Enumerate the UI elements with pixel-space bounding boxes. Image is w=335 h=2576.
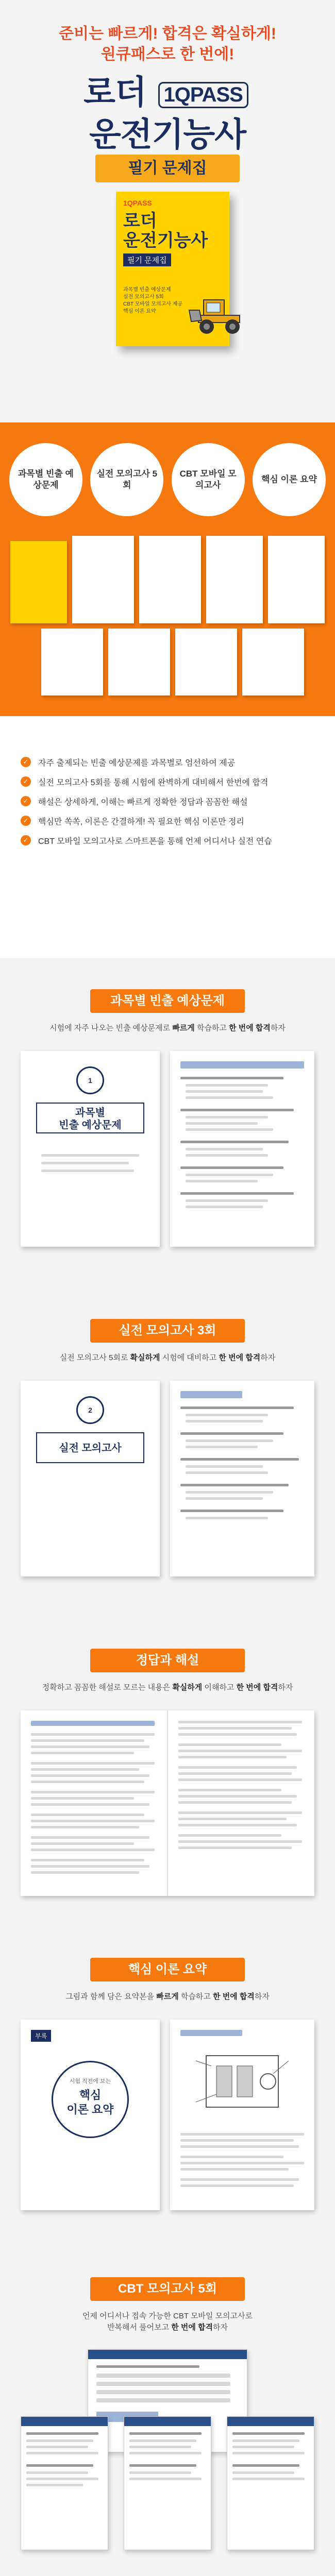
book-brand: 1QPASS bbox=[123, 199, 152, 207]
desc-bold: 한 번에 합격 bbox=[236, 1683, 278, 1692]
desc-bold: 확실하게 bbox=[172, 1683, 203, 1692]
desc-text: 하자 bbox=[270, 1024, 286, 1032]
appendix-cover-page bbox=[21, 2020, 160, 2210]
book-subtitle: 필기 문제집 bbox=[123, 253, 171, 266]
feature-list bbox=[0, 716, 335, 958]
desc-text: 하자 bbox=[213, 2323, 228, 2332]
section-title: 핵심 이론 요약 bbox=[90, 1958, 245, 1981]
exam-page bbox=[170, 1381, 314, 1577]
chapter-number: 1 bbox=[76, 1066, 104, 1094]
section-description bbox=[0, 1022, 335, 1033]
chapter-number: 2 bbox=[76, 1396, 104, 1424]
book-spread-preview bbox=[10, 531, 325, 701]
hero-subtitle: 필기 문제집 bbox=[95, 155, 240, 182]
engine-diagram bbox=[191, 2045, 294, 2123]
hero-title-word: 로더 bbox=[83, 74, 146, 111]
desc-bold: 한 번에 합격 bbox=[219, 1353, 261, 1362]
page-thumb bbox=[108, 629, 170, 696]
section-description bbox=[0, 1682, 335, 1692]
desc-text: 실전 모의고사 5회로 bbox=[59, 1353, 130, 1362]
appendix-title: 핵심 이론 요약 bbox=[66, 2089, 114, 2116]
desc-text: 학습하고 bbox=[178, 1992, 213, 2001]
section-description-2 bbox=[0, 2321, 335, 2332]
book-points bbox=[123, 286, 182, 315]
desc-text: 학습하고 bbox=[194, 1024, 229, 1032]
section-description bbox=[0, 1991, 335, 2002]
feature-circle: CBT 모바일 모의고사 bbox=[172, 443, 245, 516]
feature-item bbox=[21, 752, 314, 772]
appendix-subtitle: 시험 직전에 보는 bbox=[69, 2078, 111, 2084]
appendix-tag: 부록 bbox=[31, 2030, 51, 2042]
section-description bbox=[0, 1352, 335, 1363]
book-title: 로더 운전기능사 bbox=[123, 211, 208, 250]
section-answers bbox=[0, 1618, 335, 1927]
desc-bold: 한 번에 합격 bbox=[229, 1024, 271, 1032]
desc-text: 정확하고 꼼꼼한 해설로 모르는 내용은 bbox=[42, 1683, 173, 1692]
feature-item bbox=[21, 811, 314, 831]
section-title: 실전 모의고사 3회 bbox=[90, 1319, 245, 1343]
desc-text: 하자 bbox=[278, 1683, 293, 1692]
desc-bold: 빠르게 bbox=[156, 1992, 179, 2001]
desc-bold: 빠르게 bbox=[172, 1024, 195, 1032]
feature-text: 실전 모의고사 5회를 통해 시험에 완벽하게 대비해서 한번에 합격 bbox=[38, 778, 269, 787]
page-thumb bbox=[175, 629, 237, 696]
feature-band bbox=[0, 422, 335, 716]
section-practice-questions bbox=[0, 958, 335, 1288]
feature-item bbox=[21, 831, 314, 850]
section-title: 과목별 빈출 예상문제 bbox=[90, 989, 245, 1013]
feature-circles bbox=[9, 443, 326, 516]
hero-section bbox=[0, 0, 335, 422]
feature-text: 자주 출제되는 빈출 예상문제를 과목별로 엄선하여 제공 bbox=[38, 758, 236, 768]
section-cbt bbox=[0, 2246, 335, 2576]
desc-bold: 한 번에 합격 bbox=[213, 1992, 255, 2001]
chapter-cover-page bbox=[21, 1381, 160, 1577]
answer-spread bbox=[21, 1710, 314, 1896]
book-point: 실전 모의고사 5회 bbox=[123, 294, 164, 300]
chapter-cover-page bbox=[21, 1051, 160, 1247]
check-icon: ✓ bbox=[21, 776, 31, 787]
section-core-summary bbox=[0, 1927, 335, 2246]
loader-truck-illustration bbox=[188, 290, 250, 336]
cbt-screen bbox=[21, 2416, 108, 2550]
desc-text: 시험에 대비하고 bbox=[160, 1353, 219, 1362]
desc-text: 하자 bbox=[260, 1353, 276, 1362]
desc-text: 하자 bbox=[254, 1992, 270, 2001]
hero-title-line-1 bbox=[0, 66, 335, 113]
page-thumb bbox=[268, 536, 325, 623]
section-title: CBT 모의고사 5회 bbox=[90, 2277, 245, 2301]
chapter-title: 과목별 빈출 예상문제 bbox=[36, 1103, 144, 1133]
check-icon: ✓ bbox=[21, 757, 31, 767]
hero-title-line-2: 운전기능사 bbox=[89, 116, 246, 153]
book-cover-thumb bbox=[10, 541, 67, 623]
question-page bbox=[170, 1051, 314, 1247]
feature-item bbox=[21, 791, 314, 811]
feature-circle: 과목별 빈출 예상문제 bbox=[9, 443, 82, 516]
hero-tagline-1: 준비는 빠르게! 합격은 확실하게! bbox=[59, 25, 276, 42]
page-thumb bbox=[72, 536, 134, 623]
check-icon: ✓ bbox=[21, 816, 31, 826]
summary-page bbox=[170, 2020, 314, 2210]
feature-text: 핵심만 쏙쏙, 이론은 간결하게! 꼭 필요한 핵심 이론만 정리 bbox=[38, 817, 244, 826]
feature-text: CBT 모바일 모의고사로 스마트폰을 통해 언제 어디서나 실전 연습 bbox=[38, 837, 272, 846]
chapter-title: 실전 모의고사 bbox=[36, 1432, 144, 1463]
book-point: 핵심 이론 요약 bbox=[123, 309, 156, 314]
feature-text: 해설은 상세하게, 이해는 빠르게 정확한 정답과 꼼꼼한 해설 bbox=[38, 798, 248, 807]
page-thumb bbox=[242, 629, 304, 696]
check-icon: ✓ bbox=[21, 796, 31, 806]
book-point: 과목별 빈출 예상문제 bbox=[123, 287, 171, 293]
qpass-logo: 1QPASS bbox=[158, 82, 248, 108]
section-description: 언제 어디서나 접속 가능한 CBT 모바일 모의고사로 bbox=[82, 2312, 253, 2320]
cbt-screen bbox=[227, 2416, 314, 2550]
hero-tagline-2: 원큐패스로 한 번에! bbox=[100, 46, 234, 63]
desc-bold: 한 번에 합격 bbox=[171, 2323, 213, 2332]
desc-text: 그림과 함께 담은 요약본을 bbox=[65, 1992, 157, 2001]
desc-text: 시험에 자주 나오는 빈출 예상문제로 bbox=[49, 1024, 173, 1032]
desc-text: 이해하고 bbox=[202, 1683, 237, 1692]
page-thumb bbox=[206, 536, 263, 623]
check-icon: ✓ bbox=[21, 835, 31, 845]
page-thumb bbox=[139, 536, 201, 623]
feature-item bbox=[21, 772, 314, 791]
book-cover bbox=[116, 192, 229, 346]
book-point: CBT 모바일 모의고사 제공 bbox=[123, 301, 183, 307]
section-mock-exams bbox=[0, 1288, 335, 1618]
desc-bold: 확실하게 bbox=[130, 1353, 160, 1362]
page-thumb bbox=[41, 629, 103, 696]
cbt-screen bbox=[124, 2416, 211, 2550]
feature-circle: 핵심 이론 요약 bbox=[253, 443, 326, 516]
section-title: 정답과 해설 bbox=[90, 1649, 245, 1672]
feature-circle: 실전 모의고사 5회 bbox=[90, 443, 163, 516]
desc-text: 반복해서 풀어보고 bbox=[107, 2323, 172, 2332]
appendix-badge bbox=[52, 2061, 129, 2138]
